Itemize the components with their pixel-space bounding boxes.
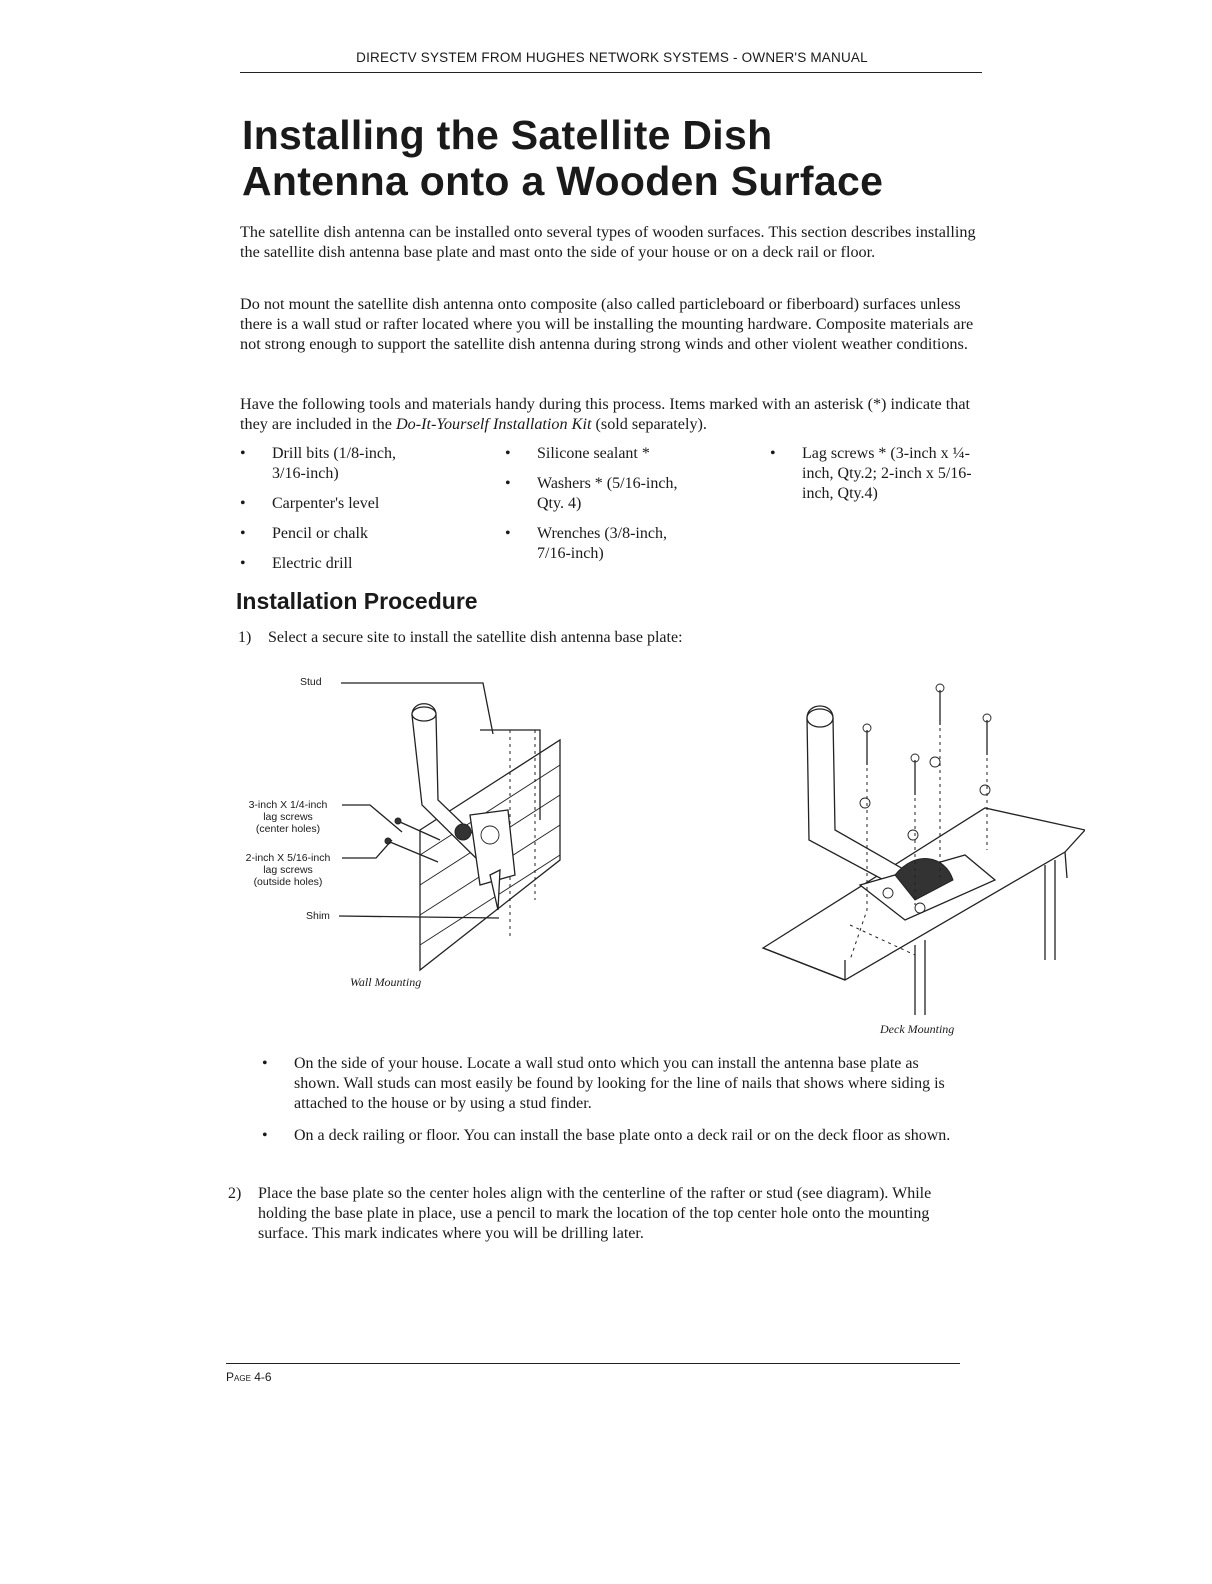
callout-line: lag screws (263, 864, 313, 876)
callout-line: 3-inch X 1/4-inch (248, 799, 328, 811)
list-item (262, 1054, 962, 1114)
shim-leader-line (337, 905, 507, 925)
intro-paragraph-2: Do not mount the satellite dish antenna onto composite (also called particleboard or fiberboard) surfaces unless there is a wall stud or rafter located where you will be installing the mounting hardware. Composite materials are not strong enough to support the satellite dish antenna during strong winds and other violent weather conditions. (240, 295, 974, 353)
section-heading: Installation Procedure (236, 588, 478, 614)
intro-p3-end: (sold separately). (591, 415, 707, 433)
wall-mounting-caption: Wall Mounting (350, 975, 422, 989)
intro-p3-text: Have the following tools and materials handy during this process. Items marked with an asterisk (*) indicate that they are included in the (240, 395, 971, 433)
intro-paragraph-3 (240, 394, 980, 434)
intro-paragraph-1: The satellite dish antenna can be installed onto several types of wooden surfaces. This section describes installing the satellite dish antenna base plate and mast onto the side of your house or on a deck rail or floor. (240, 223, 976, 261)
running-header: DIRECTV SYSTEM FROM HUGHES NETWORK SYSTEMS - OWNER'S MANUAL (240, 50, 982, 73)
list-item: • Lag screws * (3-inch x ¼-inch, Qty.2; 2-inch x 5/16-inch, Qty.4) (770, 444, 972, 504)
lag-screws-2in-label (226, 852, 350, 888)
footer-rule (226, 1363, 960, 1364)
callout-line: 2-inch X 5/16-inch (245, 852, 331, 864)
list-item: • Pencil or chalk (240, 524, 470, 544)
lag-screws-3in-label (226, 799, 350, 835)
list-item: • Carpenter's level (240, 494, 470, 514)
step-text: Place the base plate so the center holes align with the centerline of the rafter or stud (see diagram). While holding the base plate in place, use a pencil to mark the location of the top center hole onto the mounting surface. This mark indicates where you will be drilling later. (258, 1185, 932, 1242)
site-options-list (262, 1054, 962, 1146)
tools-list-col-2 (505, 444, 735, 574)
step-2 (228, 1184, 948, 1264)
list-item: • Silicone sealant * (505, 444, 735, 464)
list-item: • Washers * (5/16-inch, Qty. 4) (505, 474, 697, 514)
list-item: • Wrenches (3/8-inch, 7/16-inch) (505, 524, 697, 564)
deck-mounting-diagram (755, 680, 1085, 1020)
list-item (262, 1126, 962, 1146)
shim-label: Shim (306, 910, 330, 922)
step-1 (238, 628, 978, 650)
list-item-text: On the side of your house. Locate a wall stud onto which you can install the antenna base plate as shown. Wall studs can most easily be found by looking for the line of nails that shows where siding is attached to the house or by using a stud finder. (294, 1055, 945, 1112)
stud-leader-line (335, 676, 495, 736)
lag-2in-leader-line (340, 830, 410, 870)
page-title (242, 112, 1002, 204)
page-number: Page 4-6 (226, 1370, 272, 1384)
callout-line: lag screws (263, 811, 313, 823)
step-text: Select a secure site to install the satellite dish antenna base plate: (268, 629, 683, 646)
callout-line: (outside holes) (253, 876, 323, 888)
list-item: • Drill bits (1/8-inch, 3/16-inch) (240, 444, 422, 484)
tools-list-col-3 (770, 444, 970, 514)
bullet: • (262, 1127, 268, 1144)
stud-label: Stud (300, 676, 322, 688)
kit-name: Do-It-Yourself Installation Kit (395, 415, 592, 433)
list-item: • Electric drill (240, 554, 470, 574)
step-number: 1) (238, 629, 252, 646)
list-item-text: On a deck railing or floor. You can install the base plate onto a deck rail or on the deck floor as shown. (294, 1127, 951, 1144)
title-line-1: Installing the Satellite Dish (242, 112, 773, 158)
deck-mounting-caption: Deck Mounting (880, 1022, 955, 1036)
bullet: • (262, 1055, 268, 1072)
tools-list-col-1 (240, 444, 470, 584)
step-number: 2) (228, 1185, 242, 1202)
callout-line: (center holes) (255, 823, 321, 835)
title-line-2: Antenna onto a Wooden Surface (242, 158, 884, 204)
